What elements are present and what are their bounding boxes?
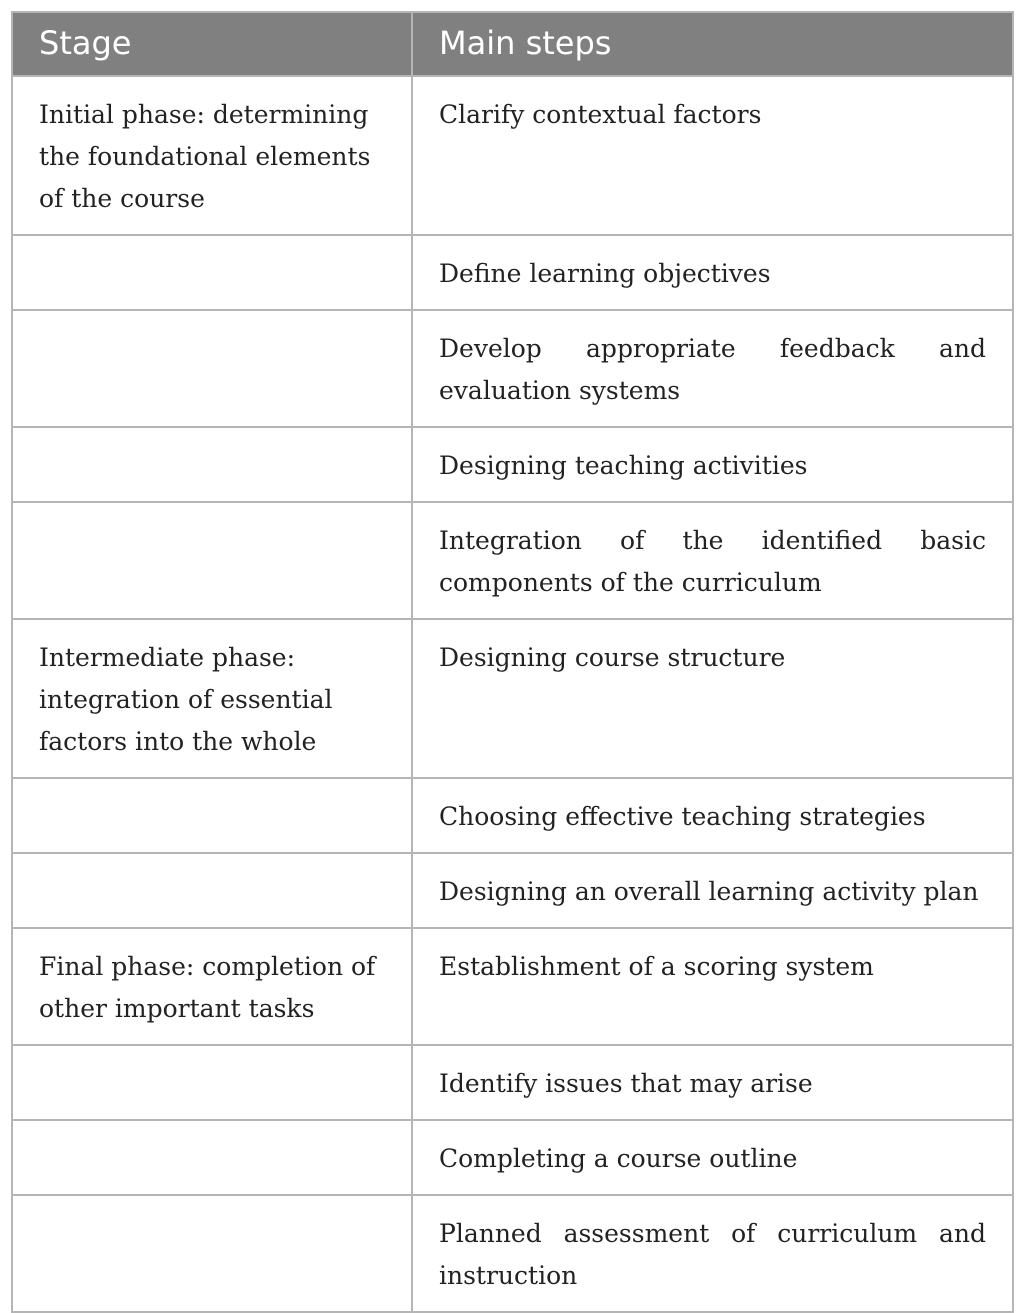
- header-row: [12, 12, 1013, 76]
- table-row: [12, 1045, 1013, 1120]
- stage-cell: Final phase: completion of other important tasks: [12, 928, 412, 1045]
- stage-cell: [12, 502, 412, 619]
- step-cell: Designing an overall learning activity plan: [412, 853, 1013, 928]
- table-row: [12, 928, 1013, 1045]
- step-cell: Designing teaching activities: [412, 427, 1013, 502]
- table-row: [12, 778, 1013, 853]
- step-cell: Clarify contextual factors: [412, 76, 1013, 235]
- table-row: [12, 427, 1013, 502]
- stage-cell: [12, 1045, 412, 1120]
- table-row: [12, 235, 1013, 310]
- step-cell: Integration of the identified basic components of the curriculum: [412, 502, 1013, 619]
- step-cell: Identify issues that may arise: [412, 1045, 1013, 1120]
- step-cell: Define learning objectives: [412, 235, 1013, 310]
- table-row: [12, 1195, 1013, 1312]
- stage-cell: [12, 778, 412, 853]
- stage-cell: Initial phase: determining the foundational elements of the course: [12, 76, 412, 235]
- stage-cell: [12, 310, 412, 427]
- step-cell: Establishment of a scoring system: [412, 928, 1013, 1045]
- step-cell: Completing a course outline: [412, 1120, 1013, 1195]
- stage-cell: [12, 235, 412, 310]
- table-row: [12, 619, 1013, 778]
- stages-table: [11, 11, 1014, 1313]
- step-cell: Designing course structure: [412, 619, 1013, 778]
- header-main-steps: Main steps: [412, 12, 1013, 76]
- stage-cell: [12, 427, 412, 502]
- stage-cell: [12, 1120, 412, 1195]
- step-cell: Choosing effective teaching strategies: [412, 778, 1013, 853]
- table-row: [12, 853, 1013, 928]
- stage-cell: Intermediate phase: integration of essential factors into the whole: [12, 619, 412, 778]
- step-cell: Planned assessment of curriculum and instruction: [412, 1195, 1013, 1312]
- table-row: [12, 502, 1013, 619]
- stage-cell: [12, 1195, 412, 1312]
- table-row: [12, 76, 1013, 235]
- table-row: [12, 1120, 1013, 1195]
- header-stage: Stage: [12, 12, 412, 76]
- step-cell: Develop appropriate feedback and evaluation systems: [412, 310, 1013, 427]
- stage-cell: [12, 853, 412, 928]
- table-row: [12, 310, 1013, 427]
